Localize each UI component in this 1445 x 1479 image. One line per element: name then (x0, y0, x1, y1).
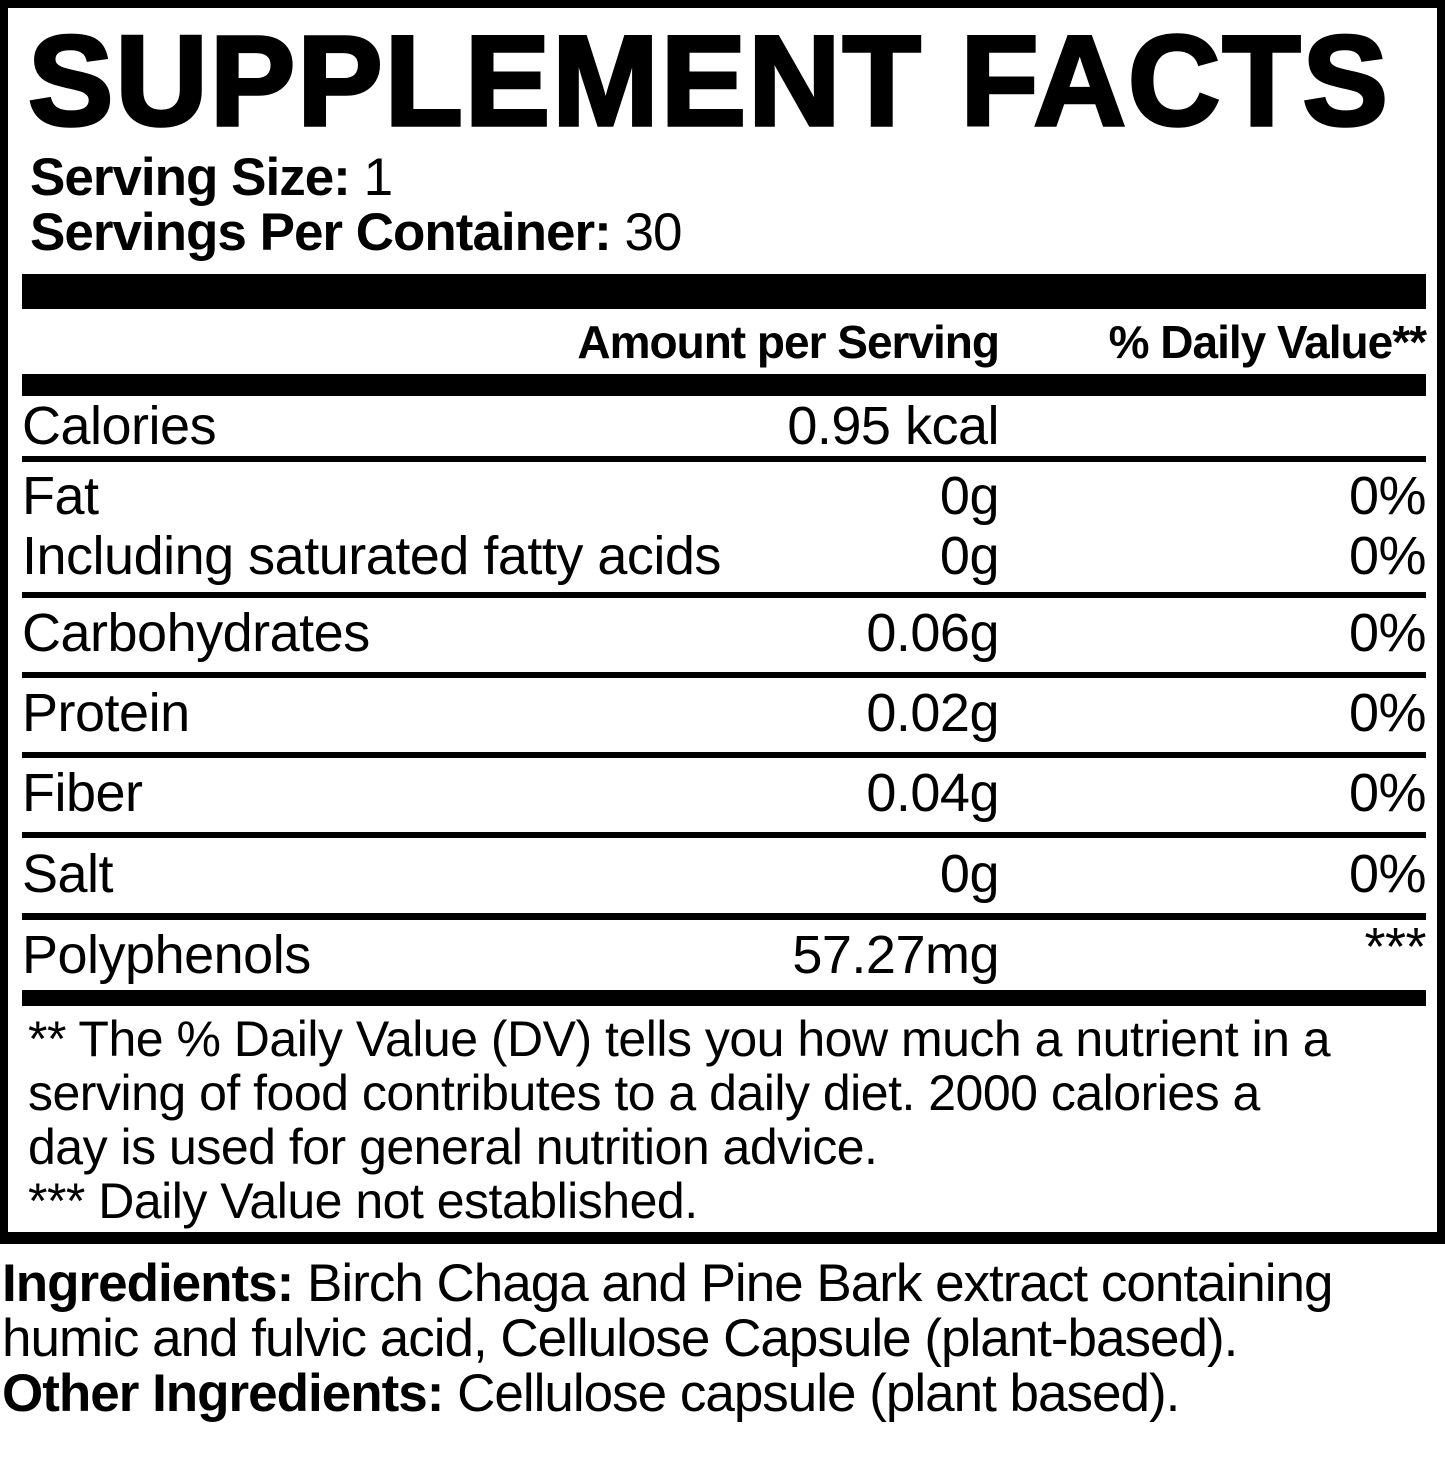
nutrient-amount: 0g (939, 844, 999, 904)
panel-title: SUPPLEMENT FACTS (28, 10, 1390, 153)
ingredients-label: Ingredients: (2, 1254, 294, 1313)
serving-info (30, 150, 1426, 260)
serving-size-line (30, 150, 1426, 205)
separator-bar-bottom (22, 990, 1426, 1006)
servings-per-container-label: Servings Per Container: (30, 203, 611, 262)
nutrient-dv: 0% (1348, 526, 1426, 586)
nutrient-name: Fiber (22, 763, 143, 823)
serving-size-label: Serving Size: (30, 148, 350, 207)
nutrient-dv: 0% (1348, 844, 1426, 904)
amount-per-serving-header: Amount per Serving (577, 316, 999, 368)
other-ingredients-label: Other Ingredients: (2, 1364, 444, 1423)
table-row-fat (22, 462, 1426, 526)
table-row-saturated-fatty-acids (22, 526, 1426, 598)
nutrient-dv: 0% (1348, 763, 1426, 823)
nutrient-name: Carbohydrates (22, 603, 370, 663)
separator-bar-top (22, 274, 1426, 309)
nutrient-name: Including saturated fatty acids (22, 526, 721, 586)
table-row-salt (22, 838, 1426, 920)
nutrient-amount: 0.02g (866, 683, 999, 743)
servings-per-container-line (30, 205, 1426, 260)
nutrient-name: Salt (22, 844, 114, 904)
nutrient-amount: 0.95 kcal (787, 396, 999, 456)
ingredients-line (2, 1256, 1443, 1366)
nutrient-dv: 0% (1348, 466, 1426, 526)
nutrient-dv: *** (1364, 917, 1426, 977)
servings-per-container-value: 30 (624, 203, 682, 262)
table-row-polyphenols (22, 917, 1426, 990)
table-row-carbohydrates (22, 598, 1426, 678)
daily-value-header: % Daily Value** (1108, 316, 1426, 368)
not-established-footnote: *** Daily Value not established. (28, 1173, 698, 1229)
nutrient-name: Fat (22, 466, 99, 526)
other-ingredients-text: Cellulose capsule (plant based). (443, 1364, 1180, 1423)
footnotes (22, 1006, 1426, 1232)
nutrient-dv: 0% (1348, 603, 1426, 663)
serving-size-value: 1 (363, 148, 393, 207)
nutrient-amount: 57.27mg (792, 925, 999, 985)
ingredients-text: Birch Chaga and Pine Bark extract containing humic and fulvic acid, Cellulose Capsule (plant-based). (2, 1254, 1333, 1368)
table-header-row (22, 309, 1426, 374)
daily-value-footnote: ** The % Daily Value (DV) tells you how much a nutrient in a serving of food contributes to a daily diet. 2000 calories a day is used for general nutrition advice. (28, 1011, 1331, 1175)
table-row-fiber (22, 758, 1426, 838)
ingredients-section (2, 1256, 1443, 1421)
nutrient-amount: 0g (939, 526, 999, 586)
table-row-calories (22, 396, 1426, 462)
nutrient-amount: 0.04g (866, 763, 999, 823)
nutrient-amount: 0g (939, 466, 999, 526)
nutrient-name: Polyphenols (22, 925, 311, 985)
table-row-protein (22, 678, 1426, 758)
nutrient-amount: 0.06g (866, 603, 999, 663)
nutrient-dv: 0% (1348, 683, 1426, 743)
separator-bar-header (22, 374, 1426, 396)
nutrient-name: Calories (22, 396, 217, 456)
nutrient-name: Protein (22, 683, 190, 743)
other-ingredients-line (2, 1366, 1443, 1421)
